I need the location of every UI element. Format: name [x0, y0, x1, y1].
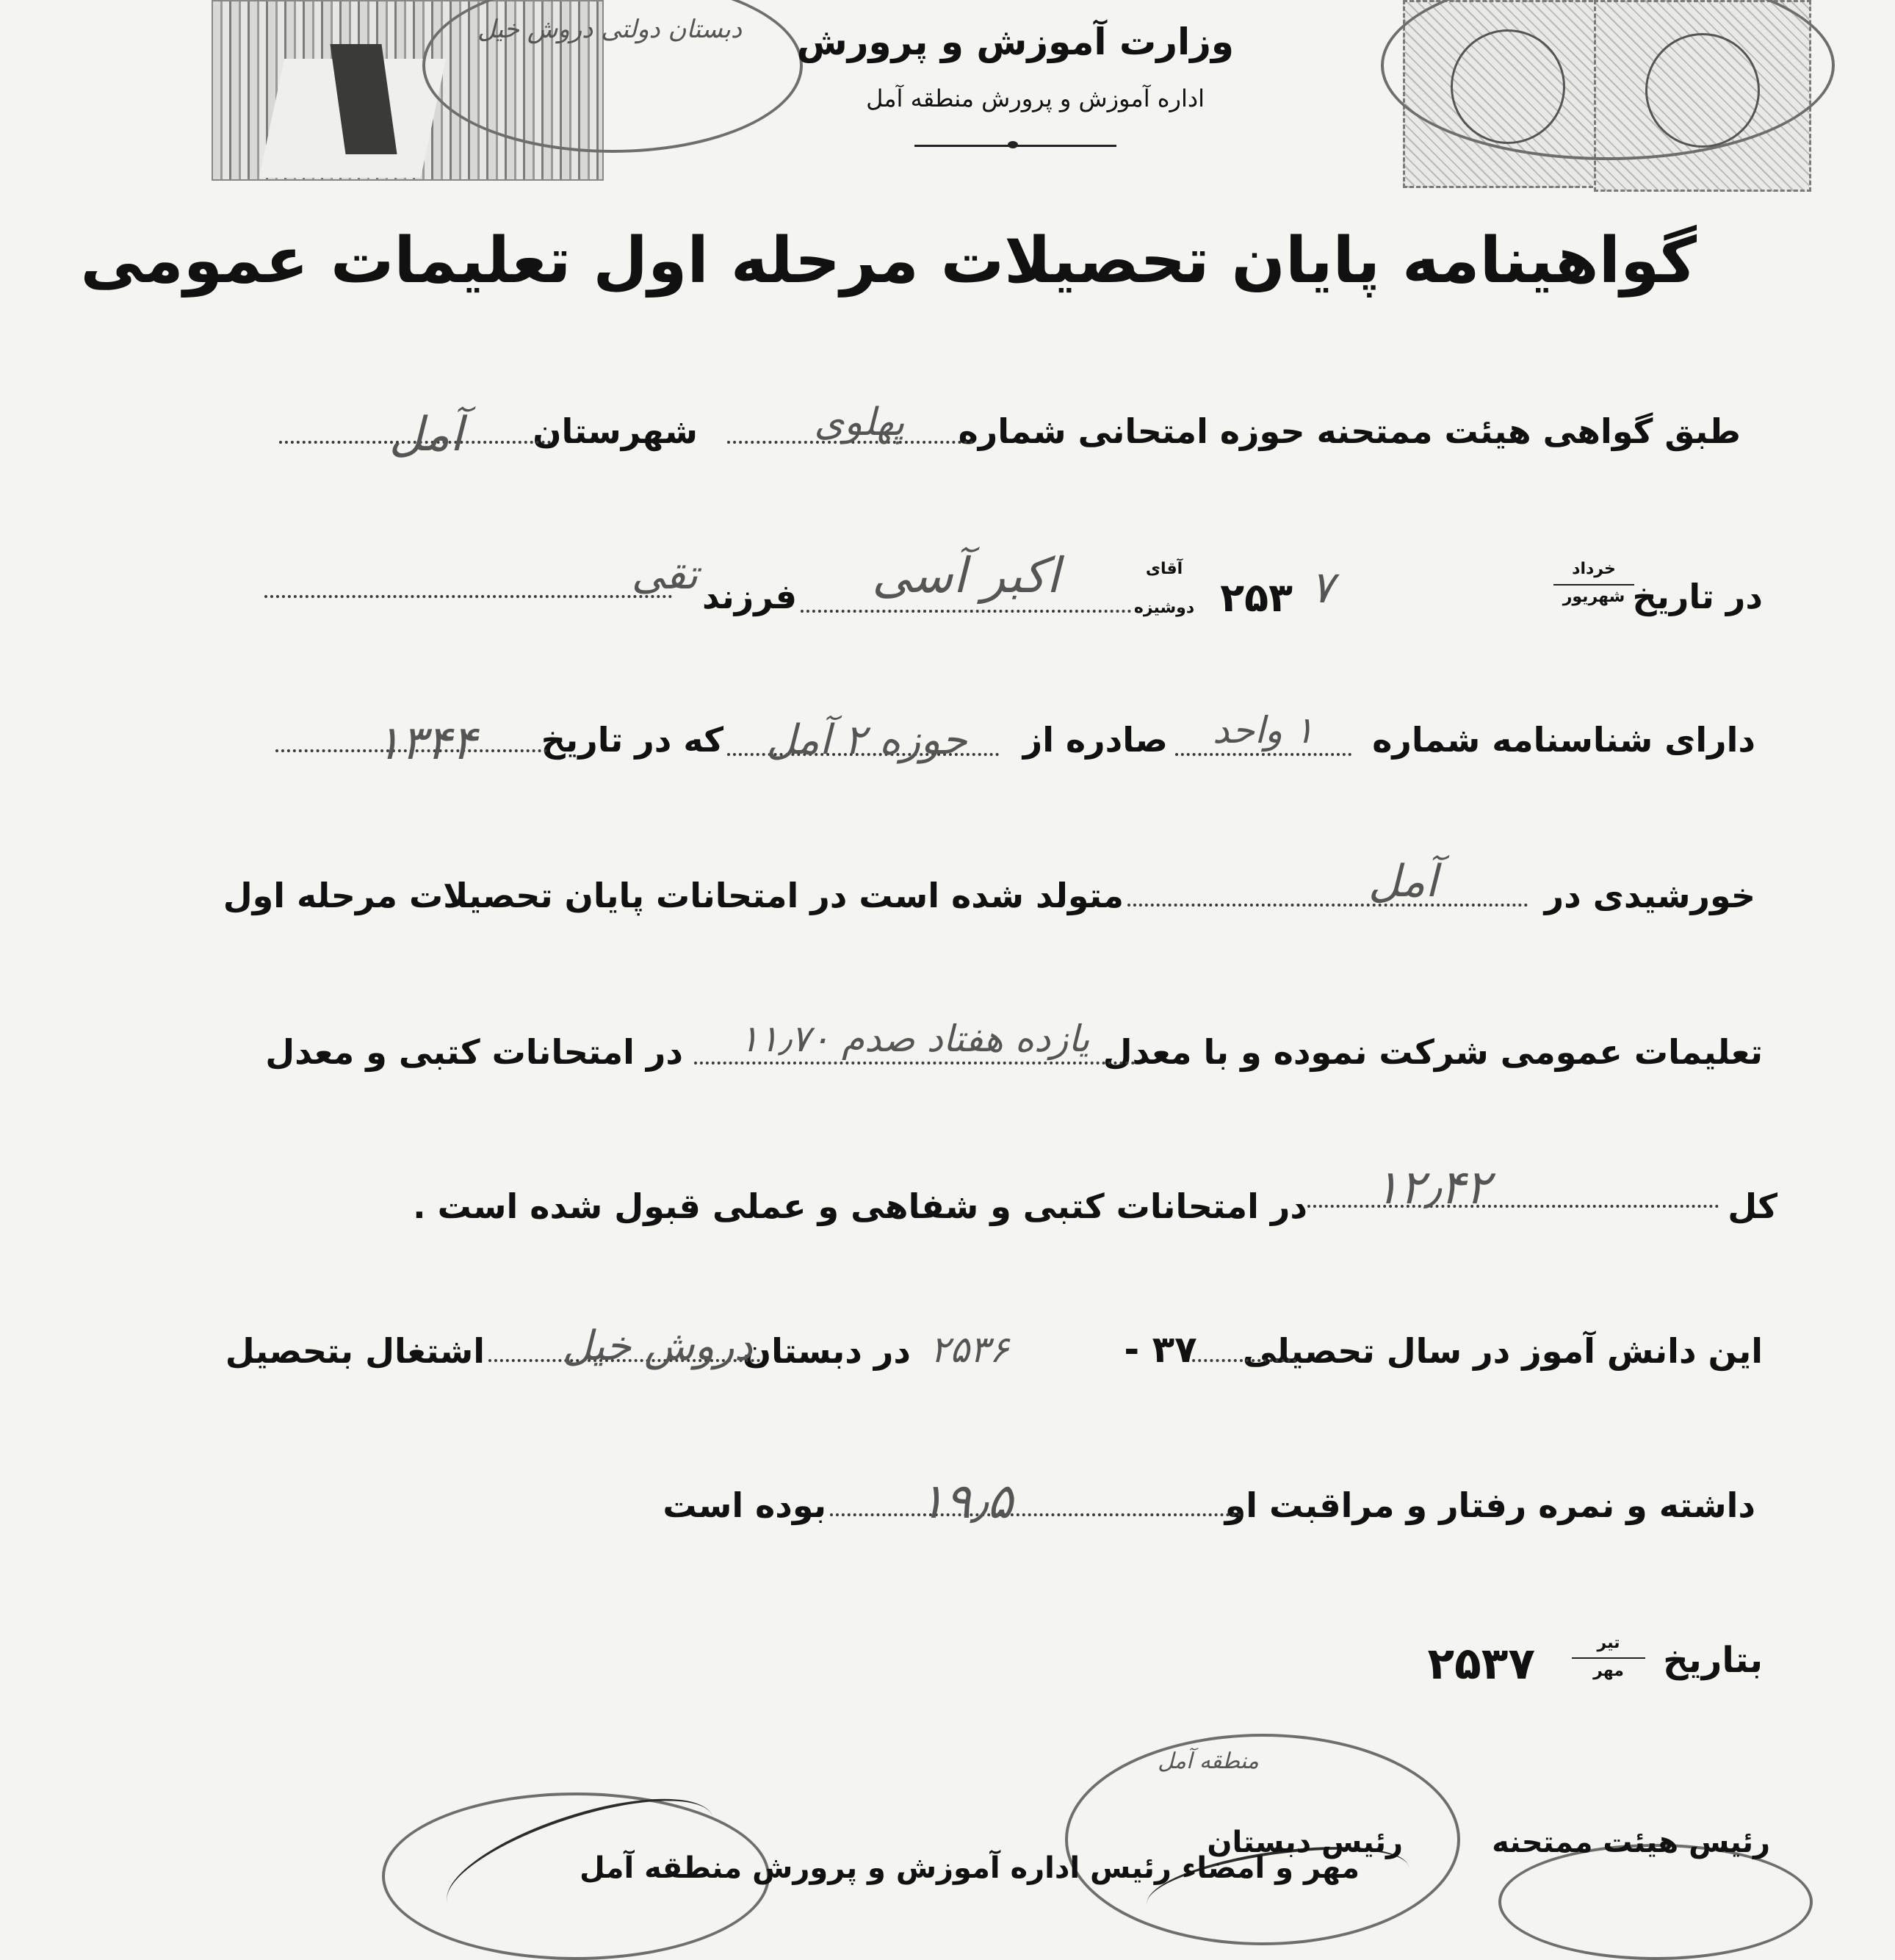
line2-name-blank: [801, 610, 1131, 613]
issue-date-label: بتاریخ: [1663, 1640, 1763, 1681]
line7-text: این دانش آموز در سال تحصیلی: [1242, 1331, 1763, 1371]
line2-month-bottom: شهریور: [1562, 588, 1625, 606]
committee-head-label: رئیس هیئت ممتحنه: [1492, 1826, 1770, 1859]
issue-month-bottom: مهر: [1593, 1662, 1624, 1680]
line7-text-end: اشتغال بتحصیل: [225, 1331, 485, 1371]
line3-handwritten-id: ۱ واحد: [1213, 709, 1314, 752]
line7-year-b: ۲۵۳۶: [930, 1328, 1009, 1371]
line4-year-label: خورشیدی در: [1544, 876, 1755, 915]
certificate-title: گواهینامه پایان تحصیلات مرحله اول تعلیمات عمومی: [80, 224, 1697, 298]
line8-text-end: بوده است: [663, 1485, 826, 1525]
line2-month-top: خرداد: [1572, 560, 1616, 578]
line2-title-top: آقای: [1145, 560, 1183, 578]
line7-handwritten-school: دروش خیل: [562, 1322, 753, 1370]
line1-handwritten-city: آمل: [389, 408, 463, 462]
line6-text: در امتحانات کتبی و شفاهی و عملی قبول شده است .: [413, 1186, 1307, 1226]
line2-day: ۷: [1310, 562, 1335, 613]
line3-id-label: دارای شناسنامه شماره: [1372, 720, 1755, 760]
line5-text: تعلیمات عمومی شرکت نموده و با معدل: [1102, 1032, 1763, 1072]
issue-year: ۲۵۳۷: [1427, 1638, 1535, 1690]
line7-year-a: ۳۷ -: [1124, 1328, 1197, 1371]
line8-text: داشته و نمره رفتار و مراقبت او: [1224, 1485, 1755, 1525]
line1-city-label: شهرستان: [533, 411, 698, 451]
line5-average-blank: [694, 1062, 1135, 1064]
school-stamp-text: دبستان دولتی دروش خیل: [477, 15, 742, 44]
line5-text-end: در امتحانات کتبی و معدل: [265, 1032, 683, 1072]
line2-year: ۲۵۳: [1220, 574, 1293, 621]
line3-date-label: که در تاریخ: [541, 720, 723, 760]
header-divider-dot: [1008, 141, 1018, 148]
line2-title-bottom: دوشیزه: [1133, 599, 1195, 617]
line6-handwritten-total: ۱۲٫۴۲: [1374, 1161, 1491, 1215]
line7-school-label: در دبستان: [742, 1331, 911, 1371]
line2-month-divider: [1553, 584, 1634, 586]
line6-total-label: کل: [1728, 1186, 1777, 1226]
line2-handwritten-father: تقی: [631, 551, 699, 599]
line3-issued-label: صادره از: [1022, 720, 1168, 760]
principal-label: رئیس دبستان: [1207, 1826, 1403, 1859]
line8-handwritten-score: ۱۹٫۵: [919, 1473, 1013, 1530]
line2-child-label: فرزند: [701, 577, 797, 616]
issue-month-divider: [1572, 1657, 1645, 1659]
office-subtitle: اداره آموزش و پرورش منطقه آمل: [866, 84, 1205, 112]
line2-handwritten-name: اکبر آسی: [872, 547, 1060, 604]
line4-text: متولد شده است در امتحانات پایان تحصیلات مرحله اول: [223, 876, 1124, 915]
line2-date-label: در تاریخ: [1632, 577, 1763, 616]
line3-handwritten-date: ۱۳۴۴: [375, 716, 477, 771]
office-head-label: مهر و امضاء رئیس اداره آموزش و پرورش منطقه آمل: [579, 1851, 1360, 1885]
footer-stamp-text: منطقه آمل: [1158, 1748, 1259, 1774]
ministry-title: وزارت آموزش و پرورش: [796, 21, 1234, 63]
line3-handwritten-issued: حوزه ۲ آمل: [766, 716, 967, 764]
line3-id-blank: [1175, 753, 1351, 756]
line1-handwritten-zone: پهلوی: [814, 400, 905, 444]
line4-handwritten-place: آمل: [1368, 856, 1438, 907]
line1-text: طبق گواهی هیئت ممتحنه حوزه امتحانی شماره: [958, 411, 1741, 451]
footer-stamp-right: [1498, 1844, 1813, 1960]
line5-handwritten-average: یازده هفتاد صدم ۱۱٫۷۰: [739, 1017, 1090, 1060]
issue-month-top: تیر: [1597, 1634, 1620, 1652]
